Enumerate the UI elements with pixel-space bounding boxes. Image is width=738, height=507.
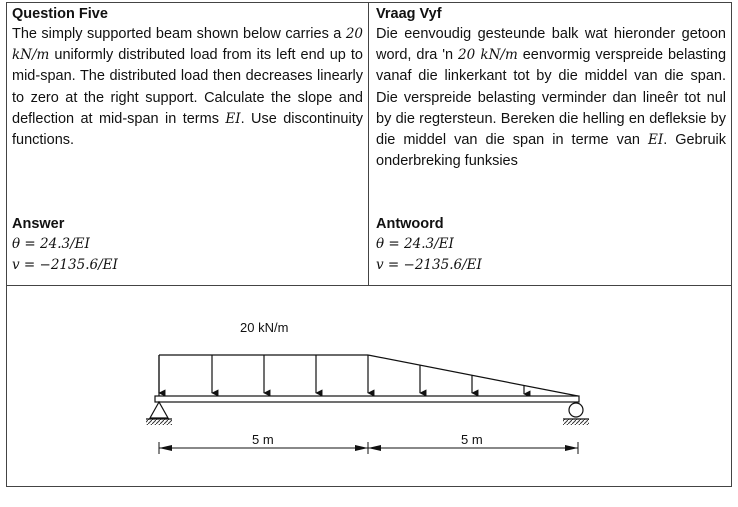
question-heading: Question Five: [12, 6, 108, 22]
beam: [155, 396, 579, 402]
vraag-text: Die eenvoudig gesteunde balk wat hieronder getoon word, dra 'n 20 kN/m eenvormig verspreide belasting vanaf die linkerkant tot by die middel van die span. Die verspreide belasting verminder dan lineêr tot nul by die regtersteun. Bereken die helling en defleksie by die middel van die span in terme van EI. Gebruik onderbreking funksies: [376, 26, 727, 170]
roller-support: [563, 403, 589, 425]
antwoord-heading: Antwoord: [376, 216, 444, 232]
pin-support: [146, 402, 172, 425]
antwoord-theta: θ = 24.3/EI: [376, 236, 454, 252]
load-value: 20 kN/m: [12, 26, 363, 64]
load-label: 20 kN/m: [240, 320, 289, 335]
answer-heading: Answer: [12, 216, 65, 232]
ei-symbol-af: EI: [648, 132, 664, 149]
dimension-line: [159, 442, 578, 454]
question-text: The simply supported beam shown below carries a 20 kN/m uniformly distributed load from its left end up to mid-span. The distributed load then decreases linearly to zero at the right support. Calculate the slope and deflection at mid-span in terms EI. Use discontinuity functions.: [12, 26, 364, 149]
answer-deflection: v = −2135.6/EI: [12, 257, 118, 273]
span-left-label: 5 m: [252, 432, 274, 447]
belasting-value: 20 kN/m: [458, 47, 518, 64]
antwoord-deflection: v = −2135.6/EI: [376, 257, 482, 273]
span-right-label: 5 m: [461, 432, 483, 447]
vraag-heading: Vraag Vyf: [376, 6, 442, 22]
ei-symbol: EI: [225, 110, 241, 127]
answer-theta: θ = 24.3/EI: [12, 236, 90, 252]
